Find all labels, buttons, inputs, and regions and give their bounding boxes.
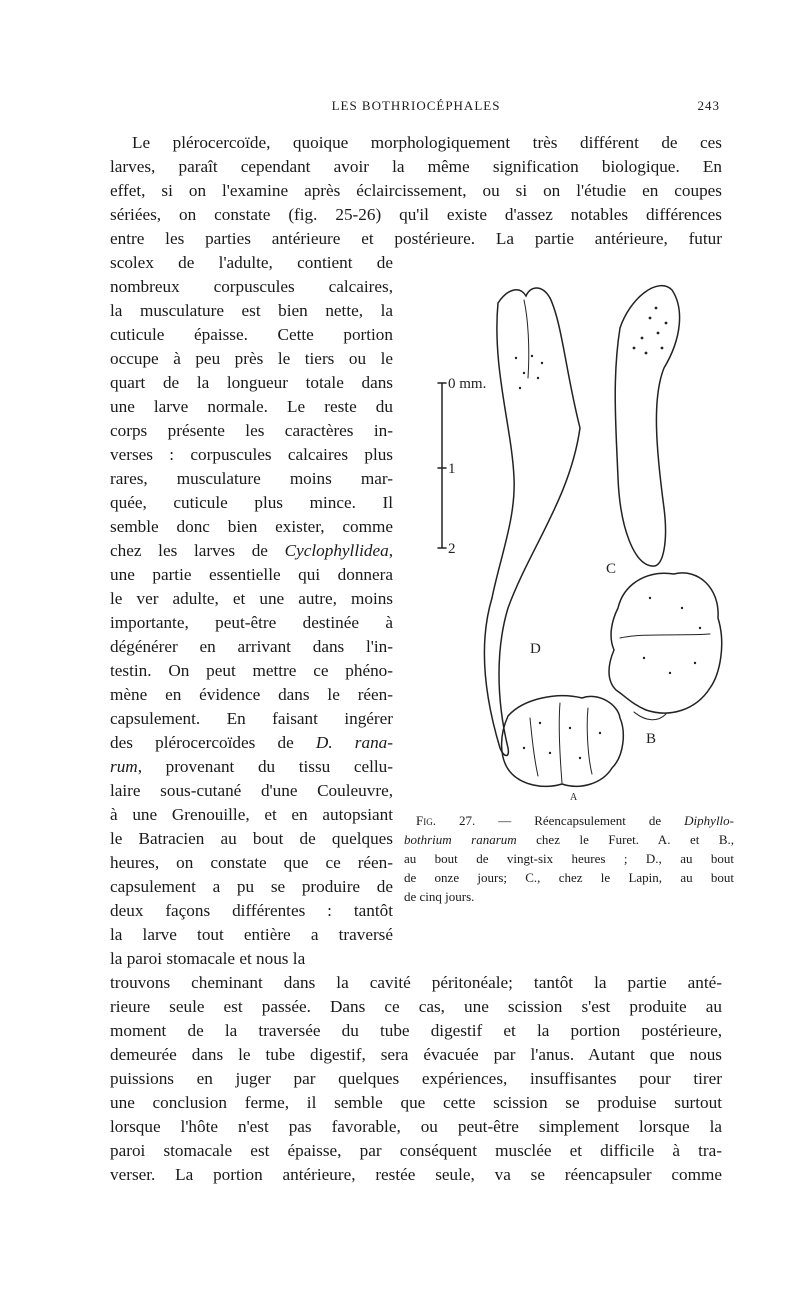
- text-line: importante, peut-être destinée à: [110, 613, 393, 632]
- text-line: dégénérer en arrivant dans l'in-: [110, 637, 393, 656]
- panel-label-d: D: [530, 641, 541, 657]
- panel-label-c: C: [606, 561, 617, 577]
- caption-taxon: Diphyllo-: [684, 813, 734, 828]
- text-line: laire sous-cutané d'une Couleuvre,: [110, 781, 393, 800]
- caption-fig-number: Fig. 27.: [416, 813, 476, 828]
- taxon-name: rum: [110, 757, 138, 776]
- text-line: paroi stomacale est épaisse, par conséquent musclée et difficile à tra-: [110, 1141, 722, 1160]
- text-line: testin. On peut mettre ce phéno-: [110, 661, 393, 680]
- text-line: deux façons différentes : tantôt: [110, 901, 393, 920]
- figure-caption: [404, 811, 734, 906]
- text-line: la larve tout entière a traversé: [110, 925, 393, 944]
- text-line: une conclusion ferme, il semble que cette scission se produise surtout: [110, 1093, 722, 1112]
- text-line: le Batracien au bout de quelques: [110, 829, 393, 848]
- text-line: [110, 731, 393, 755]
- taxon-name: Cyclophyllidea: [284, 541, 389, 560]
- figure-27: [420, 278, 740, 803]
- caption-line: [404, 830, 734, 849]
- text-line: sériées, on constate (fig. 25-26) qu'il existe d'assez notables différences: [110, 205, 722, 224]
- panel-label-a: A: [570, 792, 578, 803]
- scale-label-1: 1: [448, 461, 456, 477]
- scale-label-2: 2: [448, 541, 456, 557]
- text-line: la musculature est bien nette, la: [110, 301, 393, 320]
- text-run: , provenant du tissu cellu-: [137, 757, 393, 776]
- panel-label-b: B: [646, 731, 657, 747]
- text-line: à une Grenouille, et en autopsiant: [110, 805, 393, 824]
- text-line: verses : corpuscules calcaires plus: [110, 445, 393, 464]
- text-line: entre les parties antérieure et postérieure. La partie antérieure, futur: [110, 229, 722, 248]
- text-line: une partie essentielle qui donnera: [110, 565, 393, 584]
- text-line: scolex de l'adulte, contient de: [110, 253, 393, 272]
- text-run: chez les larves de: [110, 541, 285, 560]
- figure-illustration: [420, 278, 740, 803]
- page-number: 243: [697, 98, 720, 113]
- text-line: quée, cuticule plus mince. Il: [110, 493, 393, 512]
- scale-bar: [438, 383, 446, 548]
- text-line: la paroi stomacale et nous la: [110, 949, 306, 968]
- text-line: trouvons cheminant dans la cavité péritonéale; tantôt la partie anté-: [110, 973, 722, 992]
- text-line: rieure seule est passée. Dans ce cas, une scission s'est produite au: [110, 997, 722, 1016]
- text-line: Le plérocercoïde, quoique morphologiquement très différent de ces: [132, 133, 722, 152]
- caption-line: de cinq jours.: [404, 889, 475, 904]
- text-line: larves, paraît cependant avoir la même signification biologique. En: [110, 157, 722, 176]
- caption-line: de onze jours; C., chez le Lapin, au bout: [404, 870, 734, 885]
- running-title: LES BOTHRIOCÉPHALES: [331, 98, 501, 113]
- text-line: semble donc bien exister, comme: [110, 517, 393, 536]
- text-line: capsulement. En faisant ingérer: [110, 709, 393, 728]
- text-line: puissions en juger par quelques expériences, insuffisantes pour tirer: [110, 1069, 722, 1088]
- text-line: occupe à peu près le tiers ou le: [110, 349, 393, 368]
- text-line: capsulement a pu se produire de: [110, 877, 393, 896]
- text-line: effet, si on l'examine après éclaircissement, ou si on l'étudie en coupes: [110, 181, 722, 200]
- text-line: [110, 539, 393, 563]
- text-line: une larve normale. Le reste du: [110, 397, 393, 416]
- caption-text: chez le Furet. A. et B.,: [516, 832, 734, 847]
- caption-text: — Réencapsulement de: [475, 813, 685, 828]
- text-line: [110, 755, 393, 779]
- text-line: nombreux corpuscules calcaires,: [110, 277, 393, 296]
- text-line: corps présente les caractères in-: [110, 421, 393, 440]
- text-line: heures, on constate que ce réen-: [110, 853, 393, 872]
- taxon-name: D. rana-: [315, 733, 393, 752]
- text-line: mène en évidence dans le réen-: [110, 685, 393, 704]
- caption-line: [404, 811, 734, 830]
- cyst-a-outline: [502, 696, 624, 787]
- text-line: demeurée dans le tube digestif, sera évacuée par l'anus. Autant que nous: [110, 1045, 722, 1064]
- cyst-b-outline: [609, 573, 722, 713]
- text-line: lorsque l'hôte n'est pas favorable, ou peut-être simplement lorsque la: [110, 1117, 722, 1136]
- larva-c-outline: [615, 286, 679, 566]
- text-line: verser. La portion antérieure, restée seule, va se réencapsuler comme: [110, 1165, 722, 1184]
- caption-line: au bout de vingt-six heures ; D., au bout: [404, 851, 734, 866]
- caption-taxon: bothrium ranarum: [404, 832, 517, 847]
- text-run: ,: [388, 541, 393, 560]
- text-line: cuticule épaisse. Cette portion: [110, 325, 393, 344]
- text-run: des plérocercoïdes de: [110, 733, 316, 752]
- larva-d-outline: [484, 288, 580, 756]
- text-line: rares, musculature moins mar-: [110, 469, 393, 488]
- scale-label-0: 0 mm.: [448, 376, 487, 392]
- text-line: quart de la longueur totale dans: [110, 373, 393, 392]
- text-line: moment de la traversée du tube digestif et la portion postérieure,: [110, 1021, 722, 1040]
- text-line: le ver adulte, et une autre, moins: [110, 589, 393, 608]
- running-head: [110, 98, 722, 118]
